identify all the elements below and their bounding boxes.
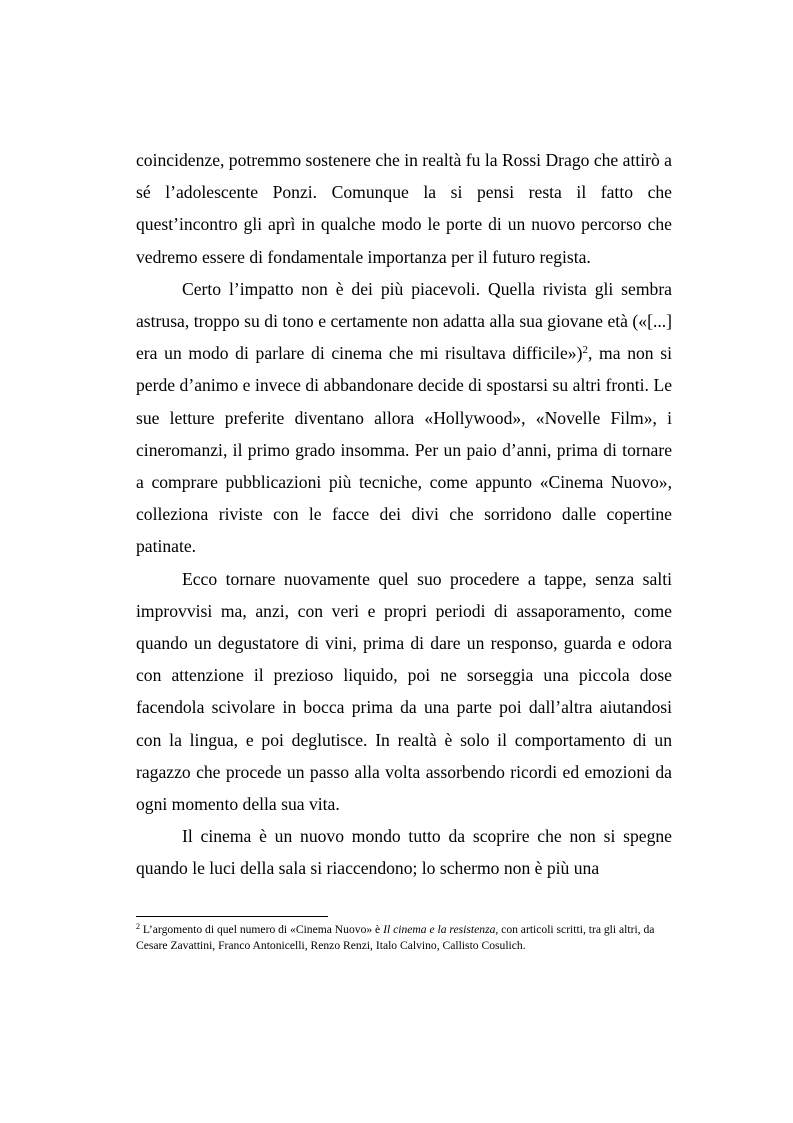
footnote-separator bbox=[136, 916, 328, 917]
footnote-reference: 2 bbox=[582, 344, 588, 357]
paragraph-2-text-start: Certo l’impatto non è dei più piacevoli. Quella rivista gli sembra astrusa, troppo su di tono e certamente non adatta alla sua giovane età («[...] era un modo di parlare di cinema che mi risultava difficile») bbox=[136, 278, 672, 364]
main-text bbox=[136, 144, 672, 885]
paragraph-3: Ecco tornare nuovamente quel suo procedere a tappe, senza salti improvvisi ma, anzi, con veri e propri periodi di assaporamento, come quando un degustatore di vini, prima di dare un responso, guarda e odora con attenzione il prezioso liquido, poi ne sorseggia una piccola dose facendola scivolare in bocca prima da una parte poi dall’altra aiutandosi con la lingua, e poi deglutisce. In realtà è solo il comportamento di un ragazzo che procede un passo alla volta assorbendo ricordi ed emozioni da ogni momento della sua vita. bbox=[136, 568, 672, 815]
footnote bbox=[136, 922, 674, 954]
footnote-text-start: L’argomento di quel numero di «Cinema Nuovo» è bbox=[140, 923, 384, 936]
footnote-italic-title: Il cinema e la resistenza bbox=[383, 923, 496, 936]
paragraph-1: coincidenze, potremmo sostenere che in realtà fu la Rossi Drago che attirò a sé l’adolescente Ponzi. Comunque la si pensi resta il fatto che quest’incontro gli aprì in qualche modo le porte di un nuovo percorso che vedremo essere di fondamentale importanza per il futuro regista. bbox=[136, 150, 672, 267]
paragraph-2 bbox=[136, 273, 672, 563]
footnote-number: 2 bbox=[136, 922, 140, 931]
footnote-text-end: , con articoli scritti, tra gli altri, da Cesare Zavattini, Franco Antonicelli, Renzo Renzi, Italo Calvino, Callisto Cosulich. bbox=[136, 923, 655, 952]
paragraph-2-text-end: , ma non si perde d’animo e invece di abbandonare decide di spostarsi su altri fronti. Le sue letture preferite diventano allora «Hollywood», «Novelle Film», i cineromanzi, il primo grado insomma. Per un paio d’anni, prima di tornare a comprare pubblicazioni più tecniche, come appunto «Cinema Nuovo», colleziona riviste con le facce dei divi che sorridono dalle copertine patinate. bbox=[136, 343, 672, 557]
paragraph-4: Il cinema è un nuovo mondo tutto da scoprire che non si spegne quando le luci della sala si riaccendono; lo schermo non è più una bbox=[136, 826, 672, 879]
